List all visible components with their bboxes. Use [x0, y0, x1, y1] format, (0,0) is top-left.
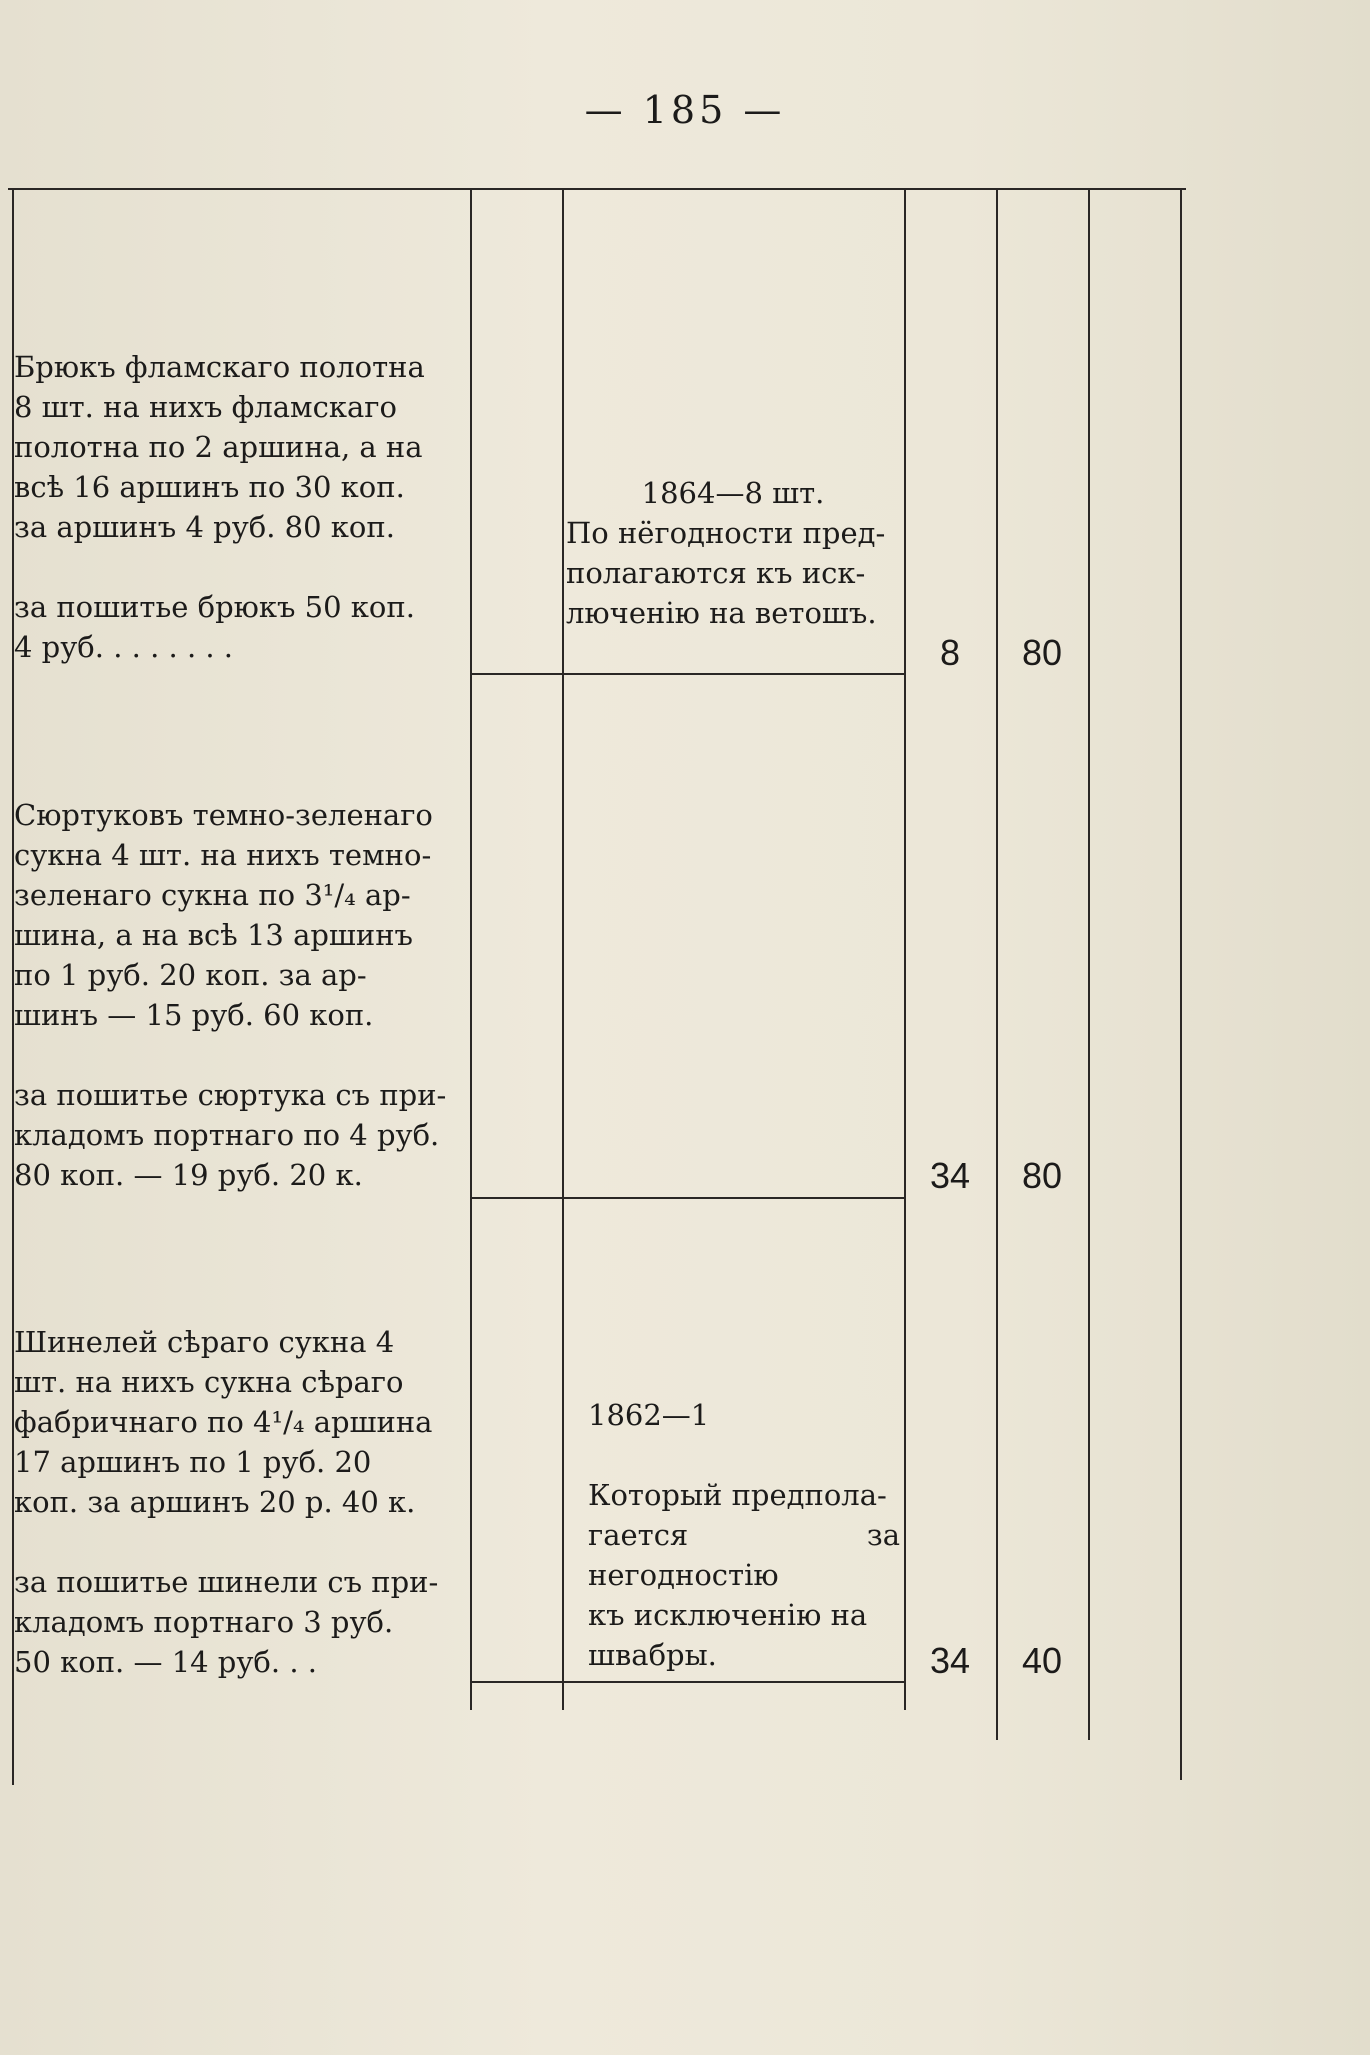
- table-right-rule: [1180, 190, 1182, 1780]
- row-2-rubles: 34: [929, 1155, 971, 1196]
- row-1-kopecks: 80: [1021, 632, 1063, 673]
- page-number: — 185 —: [584, 88, 786, 132]
- row-separator: [472, 1197, 904, 1199]
- column-divider: [904, 190, 906, 1710]
- row-3-rubles: 34: [929, 1640, 971, 1681]
- row-3-description: Шинелей сѣраго сукна 4 шт. на нихъ сукна сѣраго фабричнаго по 4¹/₄ аршина 17 аршинъ по 1 руб. 20 коп. за аршинъ 20 р. 40 к. за пошитье шинели съ при- кладомъ портнаго 3 руб. 50 коп. — 14 руб. . .: [14, 1325, 439, 1679]
- row-1-rubles: 8: [939, 632, 961, 673]
- row-3-remark: 1862—1 Который предпола- гается за негодностію къ исключенію на швабры.: [588, 1398, 900, 1672]
- table-top-rule: [8, 188, 1186, 190]
- row-2-description: Сюртуковъ темно-зеленаго сукна 4 шт. на нихъ темно- зеленаго сукна по 3¹/₄ ар- шина, а на всѣ 13 аршинъ по 1 руб. 20 коп. за ар- шинъ — 15 руб. 60 коп. за пошитье сюртука съ при- кладомъ портнаго по 4 руб. 80 коп. — 19 руб. 20 к.: [14, 798, 447, 1192]
- column-divider: [1088, 190, 1090, 1740]
- row-separator: [472, 1681, 904, 1683]
- row-1-description: Брюкъ фламскаго полотна 8 шт. на нихъ фламскаго полотна по 2 аршина, а на всѣ 16 аршинъ по 30 коп. за аршинъ 4 руб. 80 коп. за пошитье брюкъ 50 коп. 4 руб. . . . . . . .: [14, 350, 425, 664]
- column-divider: [470, 190, 472, 1710]
- column-divider: [562, 190, 564, 1710]
- row-separator: [472, 673, 904, 675]
- column-divider: [996, 190, 998, 1740]
- row-3-kopecks: 40: [1021, 1640, 1063, 1681]
- row-1-remark: 1864—8 шт. По нёгодности пред- полагаются къ иск- люченію на ветошъ.: [566, 476, 886, 630]
- row-2-kopecks: 80: [1021, 1155, 1063, 1196]
